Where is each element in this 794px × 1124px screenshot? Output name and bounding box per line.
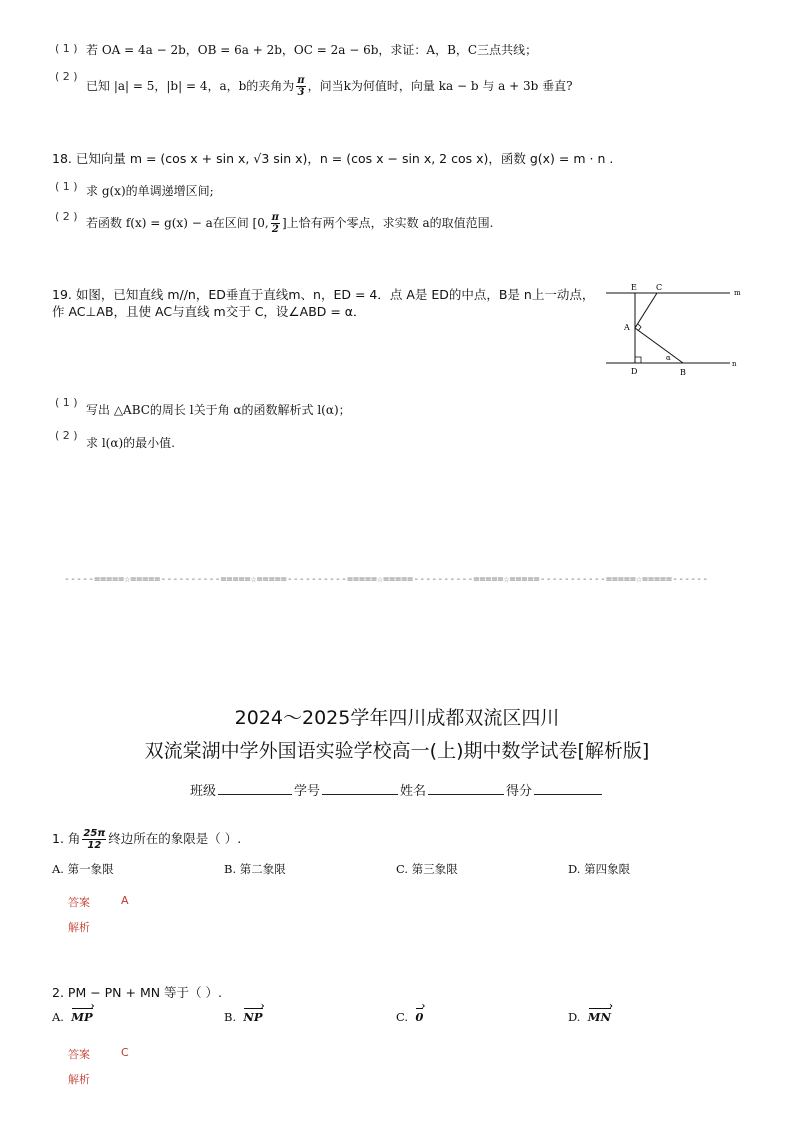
field-score-blank[interactable] [534,794,602,795]
q19-part2-text: 求 l(α)的最小值. [86,436,175,450]
q17-part2-text [86,75,573,98]
q1-answer-value: A [121,894,129,907]
q17-part1-text: 若 OA = 4a − 2b，OB = 6a + 2b，OC = 2a − 6b，求证：A，B，C三点共线； [86,43,538,57]
field-class-label: 班级 [190,784,217,799]
label-alpha: α [666,354,671,362]
student-info-fields [190,780,604,799]
q18-part2-text-b: ]上恰有两个零点，求实数 a的取值范围. [282,216,494,230]
label-B: B [680,368,686,377]
q18-part2-text [86,212,493,235]
q1-option-a[interactable]: A. 第一象限 [52,862,114,876]
section-divider: -----=====☆=====----------=====☆=====----------=====☆=====----------=====☆=====-----------=====☆=====------ [64,574,709,585]
q1-fraction: $\frac{25\pi}{12}$ [83,828,106,851]
field-class-blank[interactable] [218,794,292,795]
q1-analysis-label: 解析 [68,921,90,934]
q18-part1-text: 求 g(x)的单调递增区间; [86,184,214,198]
label-D: D [631,367,638,376]
q17-part1-number: ( 1 ) [55,42,78,55]
field-name-blank[interactable] [428,794,504,795]
q2-answer-label: 答案 [68,1048,90,1061]
q2-option-c-value: › 0 [415,1010,423,1024]
label-C: C [656,283,663,292]
q18-fraction: $\frac{\pi}{2}$ [271,212,279,235]
q2-option-d-letter: D. [568,1010,581,1024]
q18-part1-number: ( 1 ) [55,180,78,193]
field-number-blank[interactable] [322,794,398,795]
q1-stem-a: 1. 角 [52,831,81,846]
q17-part2-text-a: 已知 |a| = 5，|b| = 4，a，b的夹角为 [86,79,295,93]
q1-answer-label: 答案 [68,896,90,909]
segment-AB [635,328,683,363]
q17-fraction: $\frac{\pi}{3}$ [297,75,305,98]
q2-option-b-value: › NP [243,1010,262,1024]
q2-option-d[interactable] [568,1010,611,1024]
q2-answer-value: C [121,1046,129,1059]
q2-option-b-letter: B. [224,1010,237,1024]
q17-part2-number: ( 2 ) [55,70,78,83]
field-number-label: 学号 [294,784,321,799]
q2-option-a-letter: A. [52,1010,64,1024]
label-n: n [732,360,737,368]
q2-analysis-label: 解析 [68,1073,90,1086]
q2-option-c-letter: C. [396,1010,409,1024]
right-angle-A [638,324,641,331]
q18-part2-number: ( 2 ) [55,210,78,223]
q18-stem: 18. 已知向量 m = (cos x + sin x, √3 sin x)，n = (cos x − sin x, 2 cos x)，函数 g(x) = m · n . [52,151,614,166]
right-angle-D [635,357,641,363]
q19-part1-text: 写出 △ABC的周长 l关于角 α的函数解析式 l(α)； [86,403,351,417]
q1-stem-b: 终边所在的象限是（ ）. [108,831,242,846]
q1-option-d[interactable]: D. 第四象限 [568,862,631,876]
exam-title-line2: 双流棠湖中学外国语实验学校高一(上)期中数学试卷[解析版] [144,740,650,762]
q2-option-b[interactable] [224,1010,263,1024]
q2-option-a-value: › MP [71,1010,92,1024]
q19-stem-line1: 19. 如图，已知直线 m//n，ED垂直于直线m、n，ED = 4．点 A是 ED的中点，B是 n上一动点， [52,287,595,302]
label-m: m [734,289,741,297]
q18-part2-text-a: 若函数 f(x) = g(x) − a在区间 [0, [86,216,269,230]
q17-part2-text-b: ，问当k为何值时，向量 ka − b 与 a + 3b 垂直? [307,79,573,93]
field-score-label: 得分 [506,784,533,799]
q19-stem-line2: 作 AC⊥AB，且使 AC与直线 m交于 C，设∠ABD = α． [52,304,366,319]
q2-option-d-value: › MN [588,1010,611,1024]
q19-part1-number: ( 1 ) [55,396,78,409]
field-name-label: 姓名 [400,784,427,799]
q19-geometry-figure [606,280,746,380]
q2-option-c[interactable] [396,1010,423,1024]
segment-AC [635,293,657,328]
q2-stem: 2. PM − PN + MN 等于（ ）. [52,985,223,1000]
q1-stem [52,828,241,851]
q19-part2-number: ( 2 ) [55,429,78,442]
label-E: E [631,283,637,292]
exam-title-line1: 2024～2025学年四川成都双流区四川 [234,707,560,729]
label-A: A [624,323,630,332]
q1-option-b[interactable]: B. 第二象限 [224,862,286,876]
q1-option-c[interactable]: C. 第三象限 [396,862,458,876]
q2-option-a[interactable] [52,1010,93,1024]
